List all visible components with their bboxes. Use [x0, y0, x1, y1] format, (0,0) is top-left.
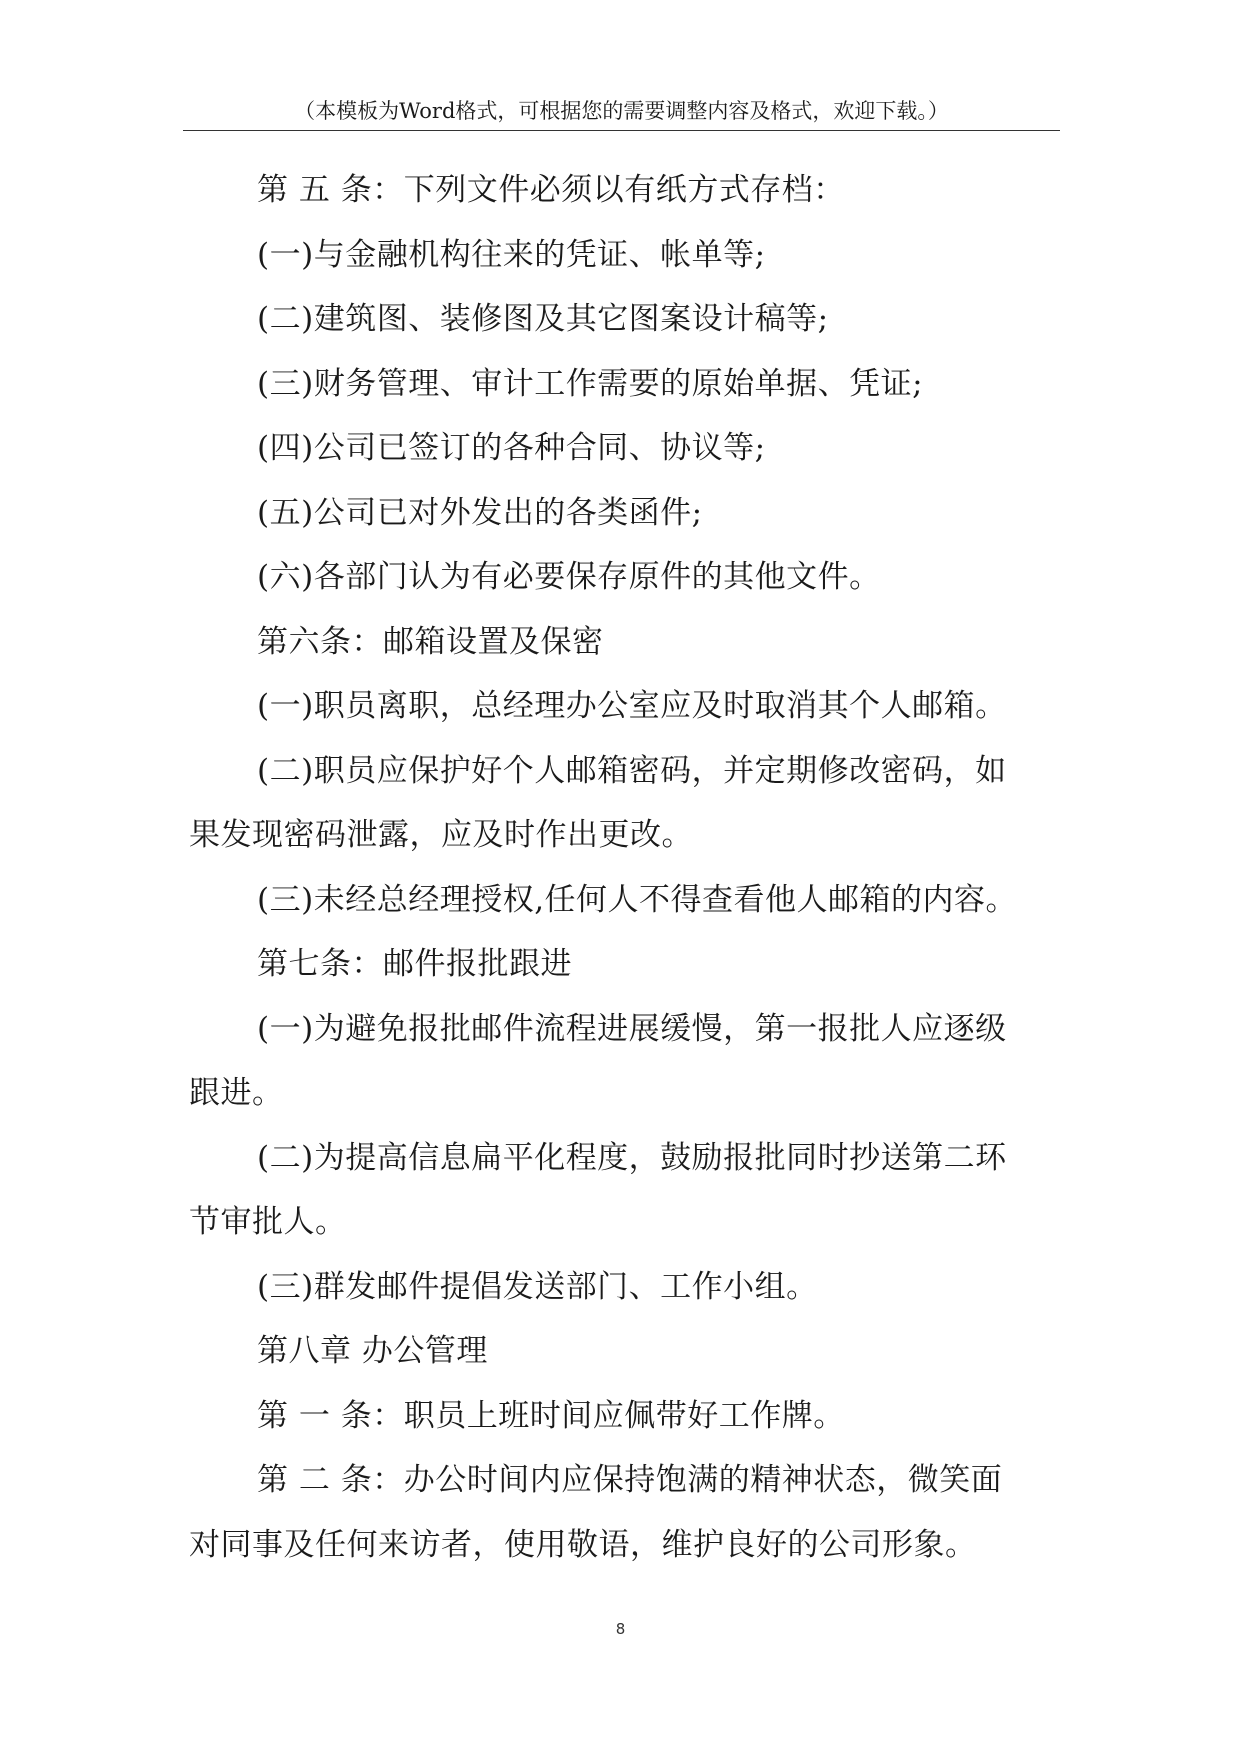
paragraph-line: (二)建筑图、装修图及其它图案设计稿等; [257, 301, 829, 337]
paragraph-line: 第 五 条：下列文件必须以有纸方式存档： [257, 172, 845, 208]
page-header-note: （本模板为Word格式，可根据您的需要调整内容及格式，欢迎下载。） [294, 99, 949, 123]
paragraph-line: (五)公司已对外发出的各类函件; [257, 494, 703, 531]
paragraph-line: 第 一 条：职员上班时间应佩带好工作牌。 [257, 1397, 845, 1434]
paragraph-line: 第 二 条：办公时间内应保持饱满的精神状态，微笑面 [257, 1462, 1003, 1498]
paragraph-line: (一)与金融机构往来的凭证、帐单等; [257, 236, 766, 273]
paragraph-line: (六)各部门认为有必要保存原件的其他文件。 [257, 559, 881, 595]
paragraph-line: (三)未经总经理授权,任何人不得查看他人邮箱的内容。 [257, 881, 1018, 918]
page-number: 8 [615, 1620, 626, 1638]
paragraph-continuation-line: 节审批人。 [189, 1204, 347, 1240]
paragraph-line: (一)职员离职，总经理办公室应及时取消其个人邮箱。 [257, 688, 1007, 724]
header-divider [183, 130, 1060, 131]
paragraph-continuation-line: 对同事及任何来访者，使用敬语，维护良好的公司形象。 [189, 1526, 977, 1563]
paragraph-continuation-line: 跟进。 [189, 1075, 284, 1111]
paragraph-line: (三)群发邮件提倡发送部门、工作小组。 [257, 1268, 818, 1305]
paragraph-line: (二)为提高信息扁平化程度，鼓励报批同时抄送第二环 [257, 1139, 1007, 1176]
paragraph-line: (一)为避免报批邮件流程进展缓慢，第一报批人应逐级 [257, 1010, 1007, 1047]
paragraph-line: 第八章 办公管理 [257, 1333, 488, 1369]
paragraph-line: (四)公司已签订的各种合同、协议等; [257, 430, 766, 466]
paragraph-line: 第七条：邮件报批跟进 [257, 946, 572, 982]
paragraph-line: (三)财务管理、审计工作需要的原始单据、凭证; [257, 365, 924, 402]
document-body [189, 158, 1069, 1577]
paragraph-continuation-line: 果发现密码泄露，应及时作出更改。 [189, 817, 693, 853]
paragraph-line: 第六条：邮箱设置及保密 [257, 623, 604, 660]
paragraph-line: (二)职员应保护好个人邮箱密码，并定期修改密码，如 [257, 752, 1007, 789]
